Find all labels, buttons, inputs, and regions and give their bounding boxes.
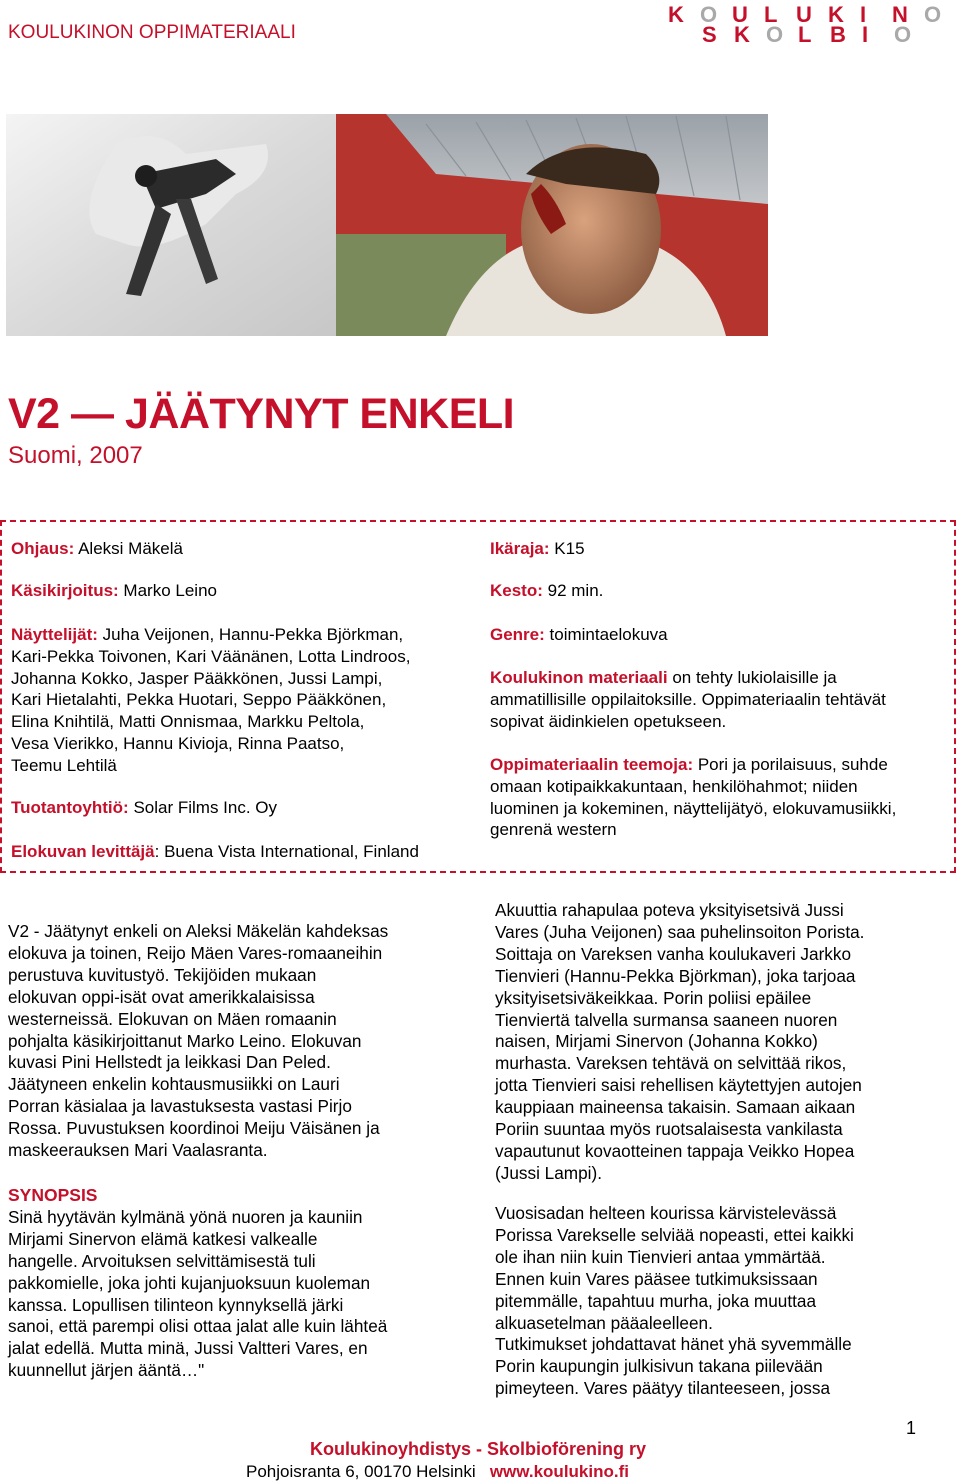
- film-subtitle: Suomi, 2007: [8, 442, 143, 469]
- text-line: ole ihan niin kuin Tienvieri antaa ymmärtää.: [495, 1246, 826, 1267]
- logo-letter: O: [766, 22, 784, 47]
- text-line: pohjalta käsikirjoittanut Marko Leino. Elokuvan: [8, 1030, 362, 1051]
- text-line: (Jussi Lampi).: [495, 1162, 602, 1183]
- text-line: kauppiaan maineensa takaisin. Samaan aikaan: [495, 1097, 856, 1118]
- plot-paragraph-1: [495, 900, 864, 1185]
- text-line: kuvasi Pini Hellstedt ja leikkasi Dan Peled.: [8, 1052, 331, 1073]
- credit-value: ammatillisille oppilaitoksille. Oppimateriaalin tehtävät: [490, 689, 886, 709]
- text-line: Porran käsialaa ja lavastuksesta vastasi Pirjo: [8, 1096, 352, 1117]
- logo-letter: K: [668, 2, 684, 27]
- text-line: Porissa Varekselle selviää nopeasti, ettei kaikki: [495, 1224, 854, 1245]
- text-line: Soittaja on Vareksen vanha koulukaveri Jarkko: [495, 943, 852, 964]
- text-line: hangelle. Arvoituksen selvittämisestä tuli: [8, 1250, 316, 1271]
- text-line: V2 - Jäätynyt enkeli on Aleksi Mäkelän kahdeksas: [8, 921, 389, 941]
- credit-label: Oppimateriaalin teemoja:: [490, 755, 694, 774]
- credit-levittaja: [11, 841, 419, 863]
- text-line: naisen, Mirjami Sinervon (Johanna Kokko): [495, 1031, 818, 1052]
- text-line: kanssa. Lopullisen tilinteon kynnyksellä järki: [8, 1294, 344, 1315]
- credit-label: Elokuvan levittäjä: [11, 842, 155, 861]
- credit-value: K15: [549, 539, 585, 558]
- logo-letter: I: [860, 2, 867, 27]
- text-line: kuunnellut järjen ääntä…": [8, 1360, 205, 1381]
- credit-kesto: [490, 580, 603, 602]
- text-line: Ennen kuin Vares pääsee tutkimuksissaan: [495, 1268, 818, 1289]
- credit-genre: [490, 624, 668, 646]
- credit-value: Elina Knihtilä, Matti Onnismaa, Markku Peltola,: [11, 712, 365, 732]
- credit-label: Ikäraja:: [490, 539, 550, 558]
- footer-website-link[interactable]: www.koulukino.fi: [489, 1462, 629, 1481]
- text-line: pakkomielle, joka johti kujanjuoksuun kuoleman: [8, 1272, 371, 1293]
- credit-materiaali: [490, 667, 886, 732]
- text-line: murhasta. Vareksen tehtävä on selvittää rikos,: [495, 1053, 847, 1074]
- text-line: sanoi, että parempi olisi ottaa jalat alle kuin lähteä: [8, 1316, 388, 1337]
- credit-value: Johanna Kokko, Jasper Pääkkönen, Jussi Lampi,: [11, 668, 383, 688]
- credit-label: Koulukinon materiaali: [490, 668, 668, 687]
- text-line: jalat edellä. Mutta minä, Jussi Valtteri Vares, en: [8, 1338, 368, 1359]
- logo-letter: N: [892, 2, 908, 27]
- credit-value: genrenä western: [490, 820, 617, 840]
- logo-letter: O: [894, 22, 912, 47]
- logo-letter: K: [828, 2, 844, 27]
- document-header-title: KOULUKINON OPPIMATERIAALI: [8, 22, 296, 43]
- footer-address: Pohjoisranta 6, 00170 Helsinki: [246, 1462, 476, 1481]
- text-line: westerneissä. Elokuvan on Mäen romaanin: [8, 1008, 337, 1029]
- text-line: yksityisetsiväkeikkaa. Porin poliisi epäilee: [495, 987, 812, 1008]
- footer-organization: Koulukinoyhdistys - Skolbioförening ry: [309, 1439, 647, 1459]
- credit-label: Näyttelijät:: [11, 625, 98, 644]
- credit-value: Marko Leino: [118, 581, 217, 600]
- text-line: pimeyteen. Vares päätyy tilanteeseen, jossa: [495, 1378, 831, 1399]
- credit-ohjaus: [11, 538, 183, 560]
- text-line: Tienviertä talvella surmansa saaneen nuoren: [495, 1009, 838, 1030]
- credit-label: Tuotantoyhtiö:: [11, 798, 129, 817]
- credit-kasikirjoitus: [11, 580, 217, 602]
- credit-value: 92 min.: [542, 581, 604, 600]
- credit-label: Kesto:: [490, 581, 543, 600]
- credit-value: omaan kotipaikkakuntaan, henkilöhahmot; niiden: [490, 776, 858, 796]
- text-line: Akuuttia rahapulaa poteva yksityisetsivä Jussi: [495, 900, 844, 920]
- credit-tuotanto: [11, 797, 277, 819]
- text-line: alkuasetelman pääaleelleen.: [495, 1312, 713, 1333]
- credit-nayttelijat: [11, 624, 410, 777]
- text-line: jotta Tienvieri saisi rehellisen käytettyjen autojen: [495, 1075, 862, 1096]
- credit-value: Kari Hietalahti, Pekka Huotari, Seppo Pääkkönen,: [11, 690, 387, 710]
- credit-value: Solar Films Inc. Oy: [128, 798, 278, 817]
- logo-letter: L: [764, 2, 778, 27]
- credit-value: Vesa Vierikko, Hannu Kivioja, Rinna Paatso,: [11, 733, 345, 753]
- logo-letter: L: [798, 22, 812, 47]
- text-line: maskeerauksen Mari Vaalasranta.: [8, 1140, 268, 1161]
- logo-letter: U: [732, 2, 748, 27]
- credit-label: Käsikirjoitus:: [11, 581, 119, 600]
- text-line: Tutkimukset johdattavat hänet yhä syvemmälle: [495, 1334, 852, 1355]
- plot-paragraph-2: [495, 1203, 854, 1400]
- text-line: vapautunut kovaotteinen tappaja Veikko Hopea: [495, 1140, 855, 1161]
- credit-ikaraja: [490, 538, 585, 560]
- credit-value: luominen ja kokeminen, näyttelijätyö, elokuvamusiikki,: [490, 798, 897, 818]
- koulukino-logo: [668, 2, 960, 46]
- text-line: elokuva ja toinen, Reijo Mäen Vares-romaaneihin: [8, 942, 383, 963]
- synopsis-heading: SYNOPSIS: [8, 1185, 98, 1205]
- credit-value: on tehty lukiolaisille ja: [667, 668, 837, 687]
- text-line: elokuvan oppi-isät ovat amerikkalaisissa: [8, 986, 315, 1007]
- film-title: V2 — JÄÄTYNYT ENKELI: [8, 390, 515, 438]
- logo-row-bottom: [702, 22, 926, 48]
- credit-value: Pori ja porilaisuus, suhde: [693, 755, 888, 774]
- logo-letter: B: [830, 22, 846, 47]
- credit-teemat: [490, 754, 896, 841]
- logo-letter: O: [700, 2, 718, 27]
- text-line: Porin kaupungin julkisivun takana piilevään: [495, 1356, 823, 1377]
- logo-letter: U: [796, 2, 812, 27]
- credit-label: Ohjaus:: [11, 539, 75, 558]
- text-line: Sinä hyytävän kylmänä yönä nuoren ja kauniin: [8, 1206, 363, 1227]
- credit-label: Genre:: [490, 625, 545, 644]
- text-line: Jäätyneen enkelin kohtausmusiikki on Lauri: [8, 1074, 340, 1095]
- text-line: Vuosisadan helteen kourissa kärvistelevässä: [495, 1203, 837, 1223]
- text-line: Mirjami Sinervon elämä katkesi valkealle: [8, 1228, 318, 1249]
- credit-value: sopivat äidinkielen opetukseen.: [490, 711, 727, 731]
- synopsis-section: [8, 1185, 387, 1382]
- text-line: Poriin suuntaa myös ruotsalaisesta vankilasta: [495, 1119, 843, 1140]
- footer-contact: [246, 1462, 629, 1482]
- logo-letter: I: [862, 22, 869, 47]
- credit-value: Aleksi Mäkelä: [74, 539, 183, 558]
- text-line: Vares (Juha Veijonen) saa puhelinsoiton Porista.: [495, 921, 865, 942]
- page-number: 1: [906, 1418, 917, 1438]
- logo-letter: S: [702, 22, 717, 47]
- logo-letter: O: [924, 2, 942, 27]
- text-line: Rossa. Puvustuksen koordinoi Meiju Väisänen ja: [8, 1118, 380, 1139]
- intro-paragraph: [8, 921, 388, 1162]
- text-line: pitemmälle, tapahtuu murha, joka muuttaa: [495, 1290, 817, 1311]
- credit-value: Kari-Pekka Toivonen, Kari Väänänen, Lotta Lindroos,: [11, 646, 411, 666]
- film-stills-image: [6, 114, 768, 336]
- text-line: perustuva kuvitustyö. Tekijöiden mukaan: [8, 964, 317, 985]
- credit-value: toimintaelokuva: [544, 625, 668, 644]
- credit-value: Teemu Lehtilä: [11, 755, 117, 775]
- text-line: Tienvieri (Hannu-Pekka Björkman), joka tarjoaa: [495, 965, 856, 986]
- credit-value: : Buena Vista International, Finland: [154, 842, 419, 861]
- logo-letter: K: [734, 22, 750, 47]
- credit-value: Juha Veijonen, Hannu-Pekka Björkman,: [97, 625, 404, 644]
